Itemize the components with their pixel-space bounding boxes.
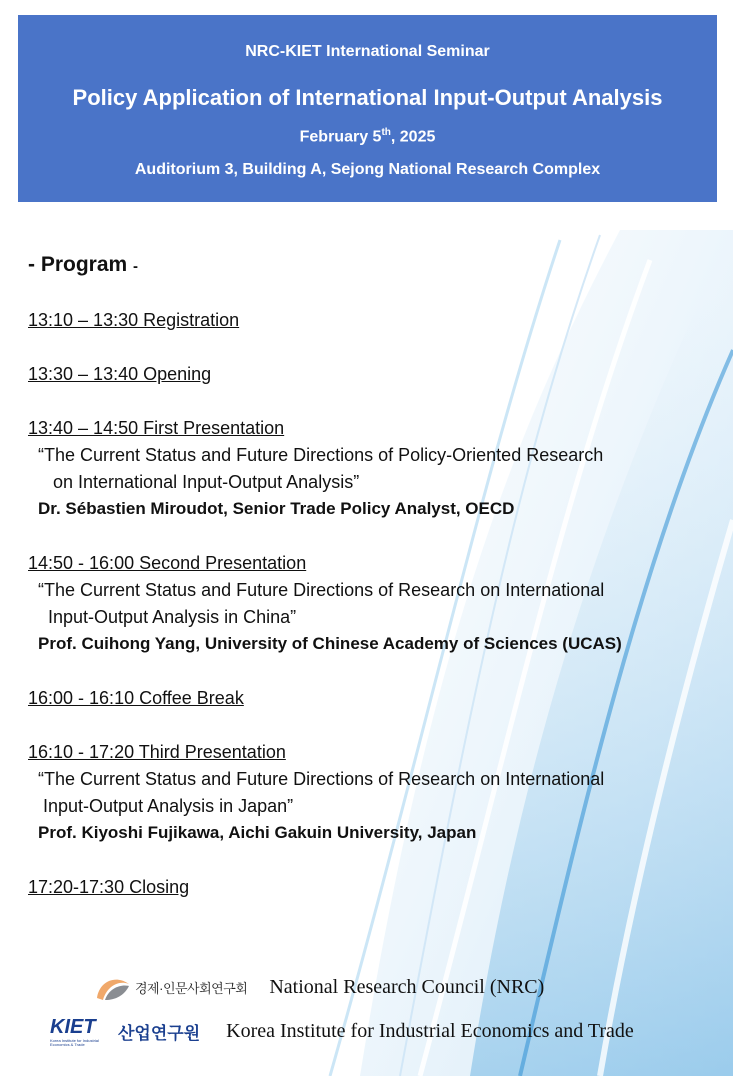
nrc-korean-name: 경제·인문사회연구회 xyxy=(135,980,248,996)
kiet-english-name: Korea Institute for Industrial Economics and Trade xyxy=(226,1020,634,1042)
slot-second-presentation: 14:50 - 16:00 Second Presentation xyxy=(28,553,307,573)
kiet-korean-name: 산업연구원 xyxy=(118,1024,201,1043)
seminar-series: NRC-KIET International Seminar xyxy=(245,43,490,60)
program-heading-lead: - Program xyxy=(28,253,134,276)
nrc-english-name: National Research Council (NRC) xyxy=(269,975,545,998)
seminar-venue: Auditorium 3, Building A, Sejong National Research Complex xyxy=(134,161,601,178)
date-year: , 2025 xyxy=(390,128,436,146)
date-main: February 5 xyxy=(299,128,382,146)
nrc-logo-icon xyxy=(95,972,131,1002)
second-speaker: Prof. Cuihong Yang, University of Chinese Academy of Sciences (UCAS) xyxy=(38,634,622,653)
third-title-line1: “The Current Status and Future Directions of Research on International xyxy=(38,769,605,789)
seminar-date xyxy=(18,127,717,146)
header-banner xyxy=(18,15,717,202)
kiet-logo-subtitle: Korea Institute for Industrial Economics & Trade xyxy=(50,1038,99,1047)
first-title-line1: “The Current Status and Future Directions of Policy-Oriented Research xyxy=(38,445,604,465)
date-suffix: th xyxy=(381,127,391,138)
slot-coffee-break: 16:00 - 16:10 Coffee Break xyxy=(28,688,244,708)
footer-nrc xyxy=(95,972,544,1002)
slot-closing: 17:20-17:30 Closing xyxy=(28,877,190,897)
slot-registration: 13:10 – 13:30 Registration xyxy=(28,310,240,330)
second-title-line1: “The Current Status and Future Directions of Research on International xyxy=(38,580,605,600)
second-title-line2: Input-Output Analysis in China” xyxy=(48,607,297,627)
footer-kiet xyxy=(50,1016,634,1047)
slot-first-presentation: 13:40 – 14:50 First Presentation xyxy=(28,418,285,438)
kiet-logo-mark: KIET xyxy=(50,1016,96,1038)
slot-opening: 13:30 – 13:40 Opening xyxy=(28,364,212,384)
seminar-title: Policy Application of International Input-Output Analysis xyxy=(72,85,663,110)
program-heading-tail: - xyxy=(133,258,139,275)
program-heading xyxy=(28,253,138,277)
first-speaker: Dr. Sébastien Miroudot, Senior Trade Policy Analyst, OECD xyxy=(38,499,515,518)
third-speaker: Prof. Kiyoshi Fujikawa, Aichi Gakuin University, Japan xyxy=(38,823,477,842)
first-title-line2: on International Input-Output Analysis” xyxy=(53,472,360,492)
third-title-line2: Input-Output Analysis in Japan” xyxy=(43,796,294,816)
kiet-logo xyxy=(50,1016,112,1047)
slot-third-presentation: 16:10 - 17:20 Third Presentation xyxy=(28,742,286,762)
